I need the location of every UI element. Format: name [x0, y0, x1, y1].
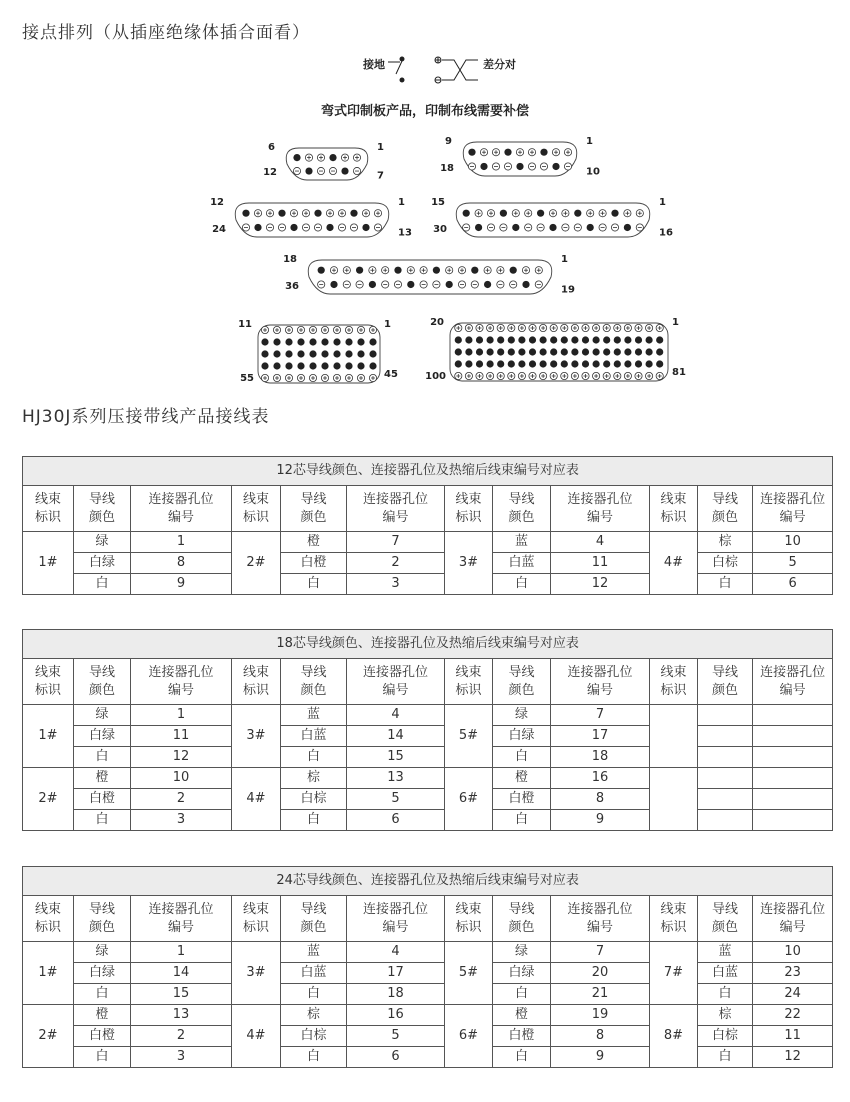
pin-number: 11: [131, 726, 232, 747]
wire-color: [698, 705, 753, 726]
pin-arrangement-heading: 接点排列（从插座绝缘体插合面看）: [22, 23, 310, 43]
pin-number: 15: [131, 984, 232, 1005]
pin-label: 11: [238, 319, 252, 330]
column-header: 连接器孔位 编号: [551, 896, 650, 942]
pin-number: 12: [753, 1047, 833, 1068]
pin-label: 15: [431, 197, 445, 208]
bundle-id: 4#: [232, 768, 281, 831]
table-row: [23, 1047, 833, 1068]
wire-color: 白橙: [493, 789, 551, 810]
connector-c37: [283, 254, 575, 295]
pin-number: 21: [551, 984, 650, 1005]
column-header: 线束 标识: [445, 896, 493, 942]
pin-label: 24: [212, 223, 226, 235]
pin-number: 11: [753, 1026, 833, 1047]
bundle-id: 7#: [650, 942, 698, 1005]
pin-number: 10: [131, 768, 232, 789]
pin-label: 1: [561, 254, 568, 265]
wire-color: [698, 726, 753, 747]
table-row: [23, 747, 833, 768]
bundle-id: 4#: [650, 532, 698, 595]
pin-label: 10: [586, 166, 600, 178]
pin-number: [753, 726, 833, 747]
bundle-id: 2#: [23, 1005, 74, 1068]
pin-number: 3: [347, 574, 445, 595]
pin-number: 6: [347, 1047, 445, 1068]
bundle-id: 1#: [23, 532, 74, 595]
wire-color: 白蓝: [493, 553, 551, 574]
connector-c55: [238, 319, 398, 384]
bundle-id: 2#: [232, 532, 281, 595]
legend-ground-label: 接地: [363, 58, 385, 71]
pin-number: 18: [551, 747, 650, 768]
connector-c15: [440, 136, 600, 177]
pin-number: 7: [347, 532, 445, 553]
pin-number: 10: [753, 532, 833, 553]
pin-label: 18: [283, 254, 297, 265]
pin-number: [753, 810, 833, 831]
table-row: [23, 574, 833, 595]
wire-color: 白绿: [74, 726, 131, 747]
pin-number: 3: [131, 810, 232, 831]
pin-number: 4: [551, 532, 650, 553]
wire-color: 白绿: [493, 726, 551, 747]
pin-number: 14: [347, 726, 445, 747]
pin-label: 55: [240, 373, 254, 384]
column-header: 连接器孔位 编号: [551, 486, 650, 532]
pin-number: 9: [551, 1047, 650, 1068]
pin-number: 1: [131, 532, 232, 553]
column-header: 线束 标识: [23, 486, 74, 532]
wire-color: 白绿: [74, 553, 131, 574]
table-row: [23, 942, 833, 963]
pin-number: [753, 747, 833, 768]
pin-label: 7: [377, 170, 384, 182]
column-header: 线束 标识: [23, 659, 74, 705]
wire-color: 棕: [281, 1005, 347, 1026]
pin-label: 1: [659, 197, 666, 208]
pin-label: 12: [210, 197, 224, 208]
wire-color: 白: [493, 574, 551, 595]
bundle-id: 3#: [445, 532, 493, 595]
wire-color: 白绿: [493, 963, 551, 984]
column-header: 连接器孔位 编号: [753, 659, 833, 705]
pin-number: 6: [753, 574, 833, 595]
wire-color: 棕: [698, 1005, 753, 1026]
pin-number: 7: [551, 942, 650, 963]
column-header: 导线 颜色: [281, 896, 347, 942]
pin-number: 24: [753, 984, 833, 1005]
pin-number: 8: [131, 553, 232, 574]
wire-color: 白: [281, 984, 347, 1005]
wire-color: 白棕: [698, 1026, 753, 1047]
wire-color: 蓝: [281, 942, 347, 963]
pin-number: 3: [131, 1047, 232, 1068]
pcb-compensation-caption: 弯式印制板产品，印制布线需要补偿: [320, 104, 529, 119]
pin-number: 16: [551, 768, 650, 789]
table-title: 24芯导线颜色、连接器孔位及热缩后线束编号对应表: [23, 867, 833, 896]
pin-number: 2: [347, 553, 445, 574]
pin-label: 19: [561, 284, 575, 296]
wire-color: 白蓝: [281, 726, 347, 747]
connector-diagrams: [0, 0, 850, 400]
wire-color: 白: [493, 984, 551, 1005]
column-header: 连接器孔位 编号: [347, 896, 445, 942]
pin-number: 19: [551, 1005, 650, 1026]
pin-number: 4: [347, 942, 445, 963]
pin-number: 13: [347, 768, 445, 789]
pin-label: 13: [398, 227, 412, 239]
pin-number: 12: [551, 574, 650, 595]
pin-label: 1: [384, 319, 391, 330]
wire-color: 白橙: [74, 1026, 131, 1047]
wire-color: 白橙: [493, 1026, 551, 1047]
wire-color: 白: [698, 984, 753, 1005]
column-header: 导线 颜色: [74, 659, 131, 705]
wire-color: 白橙: [281, 553, 347, 574]
pin-number: 10: [753, 942, 833, 963]
column-header: 连接器孔位 编号: [131, 896, 232, 942]
column-header: 连接器孔位 编号: [551, 659, 650, 705]
connector-c25: [210, 197, 412, 238]
wire-color: 白绿: [74, 963, 131, 984]
wire-color: 白: [493, 747, 551, 768]
column-header: 导线 颜色: [281, 486, 347, 532]
pin-number: 9: [551, 810, 650, 831]
pin-number: 18: [347, 984, 445, 1005]
wire-color: 白: [281, 810, 347, 831]
wire-color: 绿: [74, 705, 131, 726]
column-header: 线束 标识: [232, 896, 281, 942]
pin-number: 6: [347, 810, 445, 831]
pin-number: 15: [347, 747, 445, 768]
pin-number: 2: [131, 1026, 232, 1047]
column-header: 导线 颜色: [281, 659, 347, 705]
wire-color: 白: [74, 1047, 131, 1068]
column-header: 线束 标识: [23, 896, 74, 942]
table-row: [23, 810, 833, 831]
wire-color: 白: [493, 810, 551, 831]
pin-number: 4: [347, 705, 445, 726]
table-row: [23, 553, 833, 574]
pin-number: 8: [551, 1026, 650, 1047]
pin-number: [753, 768, 833, 789]
pin-label: 36: [285, 280, 299, 292]
column-header: 导线 颜色: [493, 896, 551, 942]
table-title: 12芯导线颜色、连接器孔位及热缩后线束编号对应表: [23, 457, 833, 486]
pin-number: 7: [551, 705, 650, 726]
bundle-id: 3#: [232, 705, 281, 768]
pin-number: 16: [347, 1005, 445, 1026]
pin-label: 100: [425, 371, 446, 382]
connector-c100: [425, 317, 686, 382]
bundle-id: [650, 705, 698, 768]
wire-color: 棕: [281, 768, 347, 789]
table-row: [23, 984, 833, 1005]
pin-number: 17: [347, 963, 445, 984]
wire-color: 白: [698, 1047, 753, 1068]
wiring-table-18: [22, 629, 833, 831]
column-header: 导线 颜色: [698, 486, 753, 532]
connector-c31: [431, 197, 673, 238]
column-header: 导线 颜色: [698, 659, 753, 705]
wire-color: 白: [74, 574, 131, 595]
pin-label: 20: [430, 317, 444, 328]
wire-color: 白棕: [698, 553, 753, 574]
wire-color: 绿: [493, 705, 551, 726]
pin-number: [753, 789, 833, 810]
column-header: 线束 标识: [445, 659, 493, 705]
wire-color: [698, 747, 753, 768]
pin-label: 1: [398, 197, 405, 208]
table-row: [23, 705, 833, 726]
bundle-id: 8#: [650, 1005, 698, 1068]
pin-label: 6: [268, 142, 275, 153]
pin-number: 17: [551, 726, 650, 747]
table-row: [23, 1026, 833, 1047]
column-header: 线束 标识: [650, 896, 698, 942]
wire-color: 蓝: [493, 532, 551, 553]
pin-number: 2: [131, 789, 232, 810]
wire-color: 蓝: [281, 705, 347, 726]
wiring-table-24: [22, 866, 833, 1068]
wire-color: 白蓝: [698, 963, 753, 984]
table-row: [23, 963, 833, 984]
column-header: 导线 颜色: [493, 659, 551, 705]
pin-label: 1: [672, 317, 679, 328]
column-header: 导线 颜色: [698, 896, 753, 942]
wiring-table-12: [22, 456, 833, 595]
pin-number: 23: [753, 963, 833, 984]
wire-color: 橙: [74, 768, 131, 789]
pin-number: 20: [551, 963, 650, 984]
column-header: 导线 颜色: [493, 486, 551, 532]
wire-color: 蓝: [698, 942, 753, 963]
bundle-id: 1#: [23, 942, 74, 1005]
wire-color: 绿: [74, 942, 131, 963]
bundle-id: 6#: [445, 1005, 493, 1068]
column-header: 线束 标识: [445, 486, 493, 532]
pin-number: 9: [131, 574, 232, 595]
column-header: 连接器孔位 编号: [131, 486, 232, 532]
wire-color: 白: [74, 984, 131, 1005]
wire-color: 白棕: [281, 789, 347, 810]
bundle-id: 5#: [445, 705, 493, 768]
column-header: 线束 标识: [232, 659, 281, 705]
bundle-id: 2#: [23, 768, 74, 831]
legend-diff-label: 差分对: [483, 58, 516, 71]
bundle-id: 5#: [445, 942, 493, 1005]
pin-label: 12: [263, 167, 277, 179]
column-header: 连接器孔位 编号: [347, 659, 445, 705]
pin-label: 16: [659, 227, 673, 239]
column-header: 导线 颜色: [74, 486, 131, 532]
wire-color: [698, 810, 753, 831]
bundle-id: [650, 768, 698, 831]
wire-color: 白橙: [74, 789, 131, 810]
pin-number: 5: [753, 553, 833, 574]
wiring-table-heading: HJ30J系列压接带线产品接线表: [22, 407, 270, 427]
pin-number: [753, 705, 833, 726]
bundle-id: 3#: [232, 942, 281, 1005]
column-header: 线束 标识: [650, 659, 698, 705]
wire-color: [698, 768, 753, 789]
wire-color: 白: [281, 1047, 347, 1068]
bundle-id: 6#: [445, 768, 493, 831]
pin-number: 1: [131, 705, 232, 726]
wire-color: 棕: [698, 532, 753, 553]
pin-number: 8: [551, 789, 650, 810]
connector-c9: [263, 142, 384, 181]
pin-number: 12: [131, 747, 232, 768]
pin-label: 81: [672, 367, 686, 378]
column-header: 连接器孔位 编号: [131, 659, 232, 705]
pin-label: 9: [445, 136, 452, 147]
pin-label: 18: [440, 162, 454, 174]
pin-number: 5: [347, 789, 445, 810]
pin-label: 1: [586, 136, 593, 147]
pin-number: 11: [551, 553, 650, 574]
bundle-id: 1#: [23, 705, 74, 768]
table-row: [23, 1005, 833, 1026]
wire-color: 橙: [493, 1005, 551, 1026]
table-row: [23, 789, 833, 810]
column-header: 连接器孔位 编号: [753, 896, 833, 942]
pin-number: 1: [131, 942, 232, 963]
pin-number: 22: [753, 1005, 833, 1026]
table-title: 18芯导线颜色、连接器孔位及热缩后线束编号对应表: [23, 630, 833, 659]
table-row: [23, 532, 833, 553]
wire-color: 橙: [281, 532, 347, 553]
pin-label: 30: [433, 223, 447, 235]
wire-color: 白: [698, 574, 753, 595]
column-header: 导线 颜色: [74, 896, 131, 942]
wire-color: 橙: [74, 1005, 131, 1026]
pin-label: 1: [377, 142, 384, 153]
pin-number: 5: [347, 1026, 445, 1047]
wire-color: 白蓝: [281, 963, 347, 984]
wire-color: 橙: [493, 768, 551, 789]
bundle-id: 4#: [232, 1005, 281, 1068]
wire-color: 白棕: [281, 1026, 347, 1047]
pin-number: 13: [131, 1005, 232, 1026]
column-header: 连接器孔位 编号: [347, 486, 445, 532]
wire-color: 白: [74, 810, 131, 831]
wire-color: 白: [281, 574, 347, 595]
wire-color: 白: [74, 747, 131, 768]
table-row: [23, 726, 833, 747]
column-header: 线束 标识: [232, 486, 281, 532]
pin-label: 45: [384, 369, 398, 380]
column-header: 线束 标识: [650, 486, 698, 532]
table-row: [23, 768, 833, 789]
column-header: 连接器孔位 编号: [753, 486, 833, 532]
wire-color: 白: [493, 1047, 551, 1068]
pin-number: 14: [131, 963, 232, 984]
wire-color: [698, 789, 753, 810]
wire-color: 绿: [74, 532, 131, 553]
wire-color: 绿: [493, 942, 551, 963]
wire-color: 白: [281, 747, 347, 768]
